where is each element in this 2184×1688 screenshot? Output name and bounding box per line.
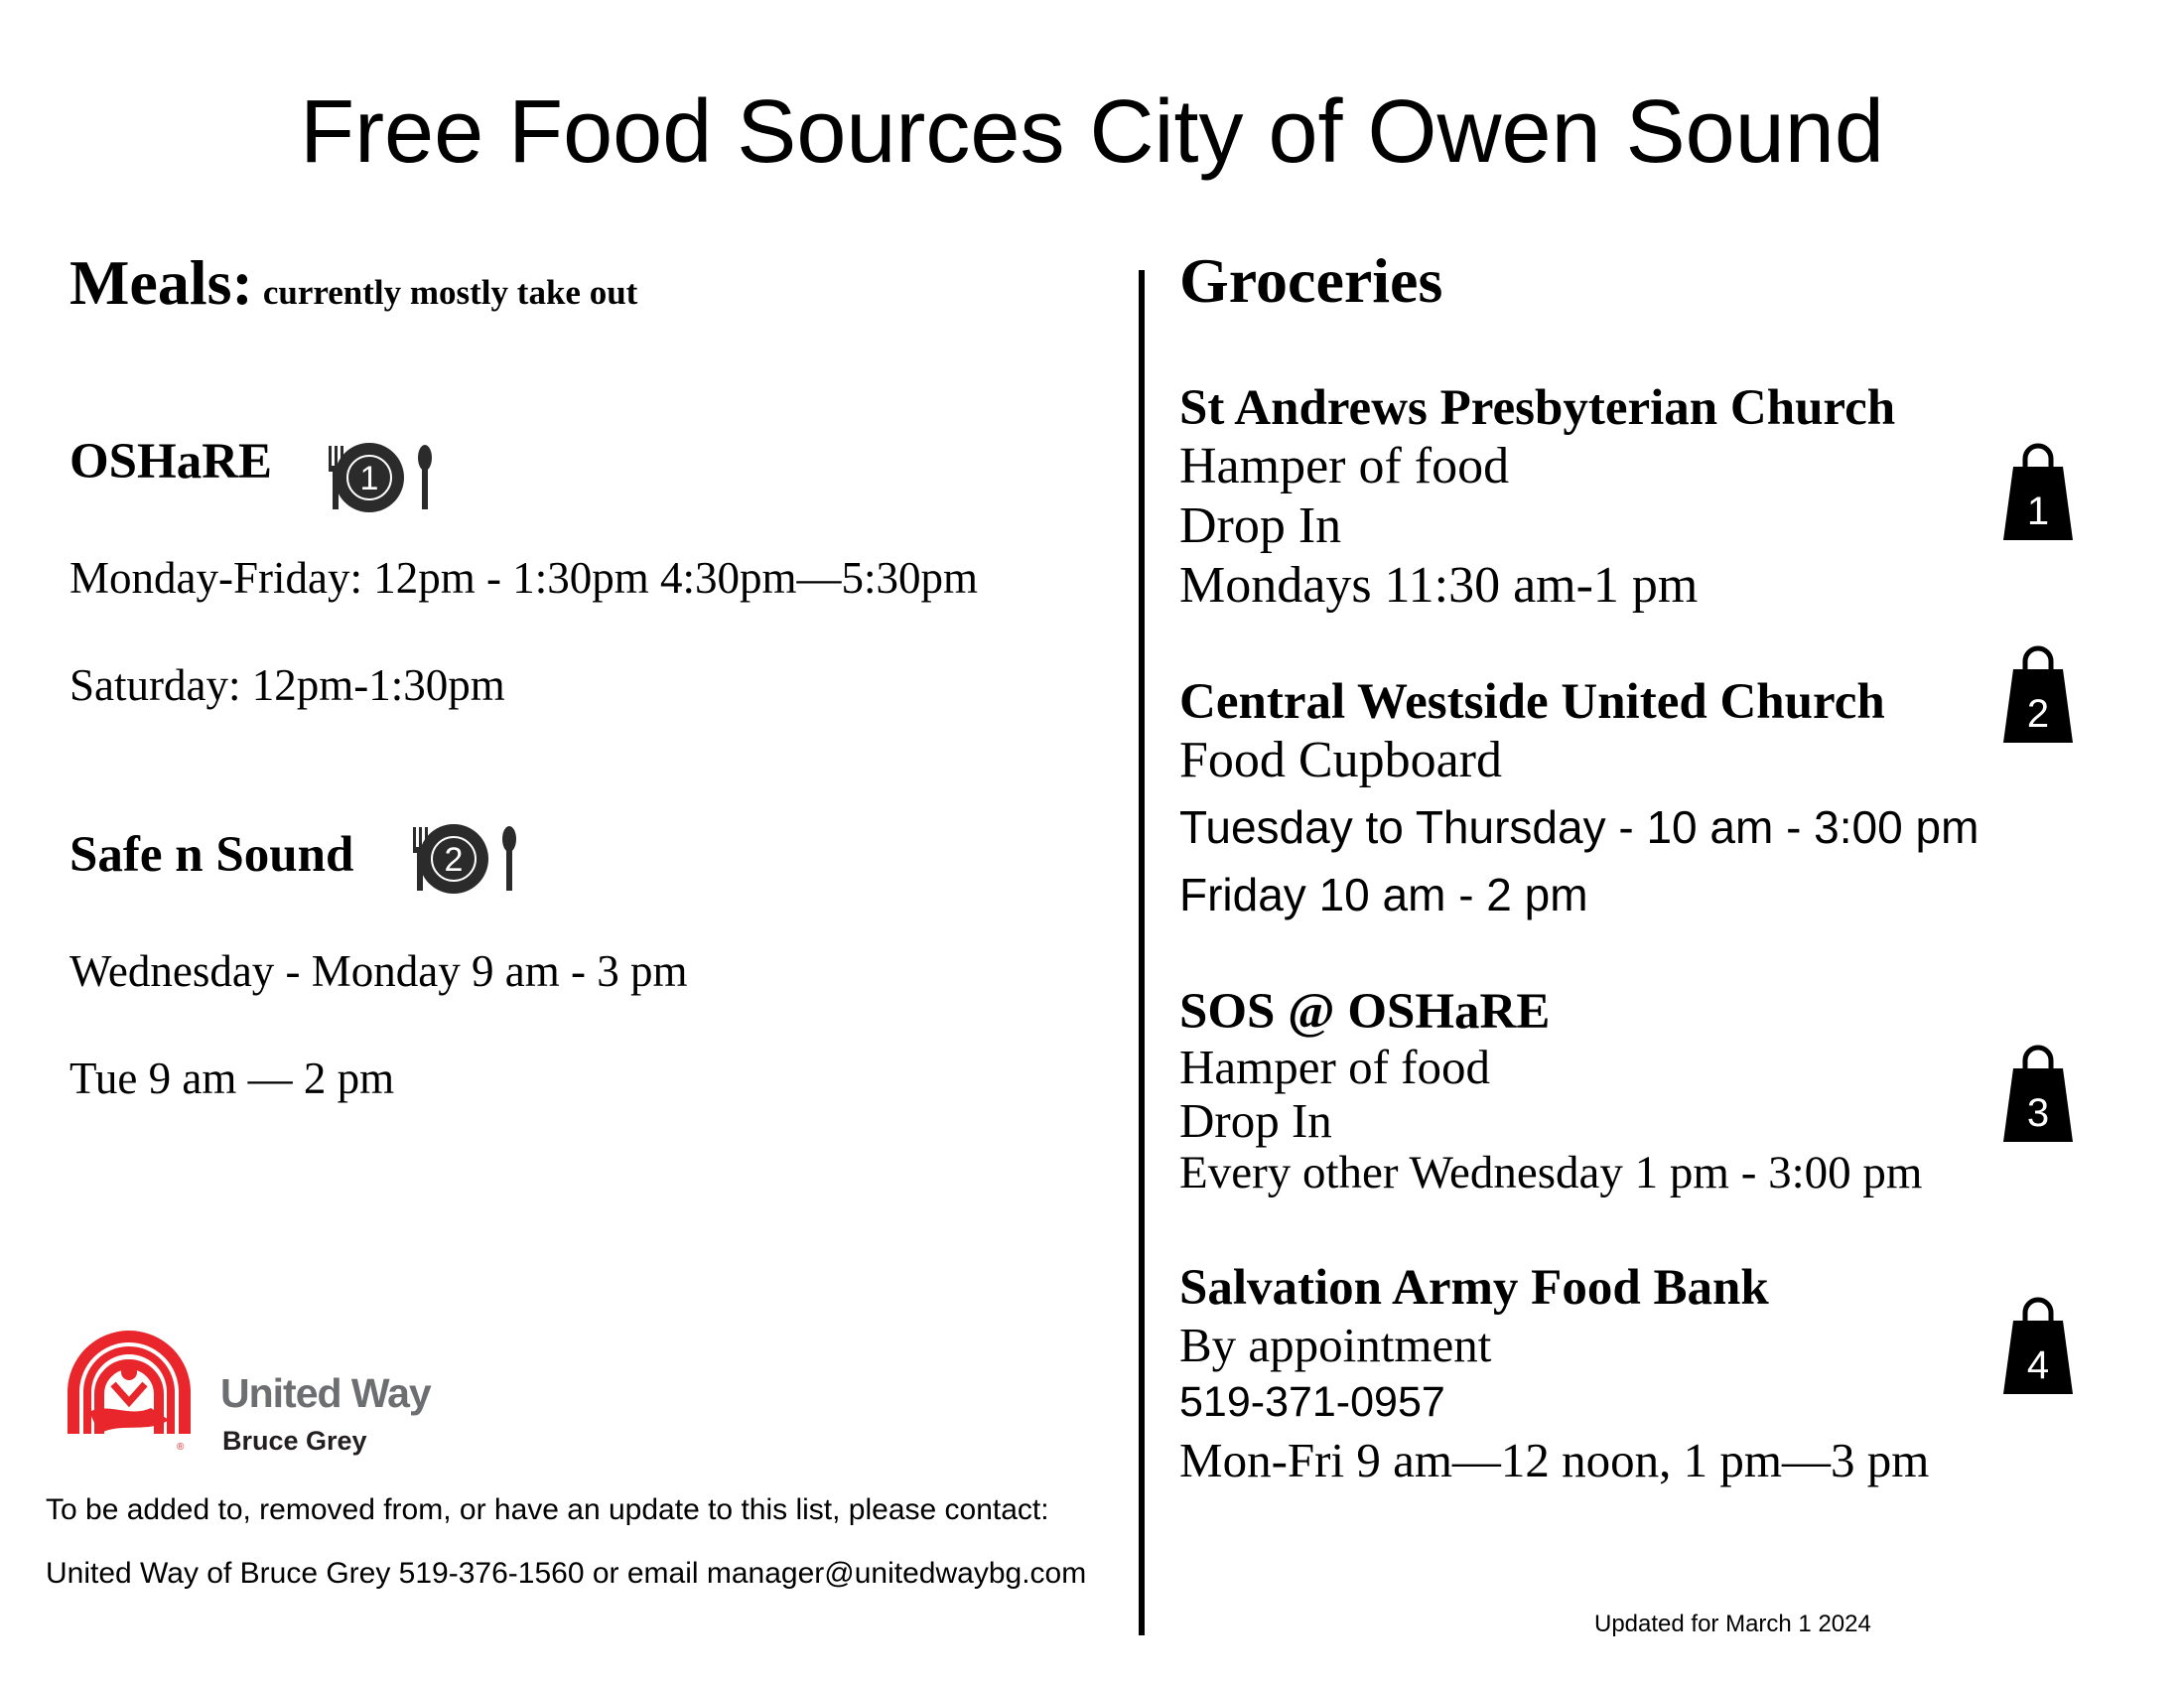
grocery-name-central-westside: Central Westside United Church [1179,674,1885,730]
meals-heading [69,246,637,320]
bag-icon-number: 1 [2026,490,2050,533]
bag-icon-number: 2 [2026,692,2050,736]
bag-icon-number: 4 [2026,1343,2050,1387]
bag-icon-number: 3 [2026,1091,2050,1135]
grocery-name-salvation-army: Salvation Army Food Bank [1179,1260,1769,1316]
meal-name-oshare: OSHaRE [69,434,273,490]
grocery-line: Food Cupboard [1179,732,1502,788]
grocery-line: Drop In [1179,497,1342,554]
grocery-line: Mondays 11:30 am-1 pm [1179,557,1699,614]
meals-heading-label: Meals: [69,247,253,318]
meal-name-safe-n-sound: Safe n Sound [69,827,354,883]
meals-subheading: currently mostly take out [262,273,638,312]
logo-name: United Way [220,1370,431,1416]
shopping-bag-icon [2003,1297,2073,1396]
shopping-bag-icon [2003,443,2073,542]
grocery-name-st-andrews: St Andrews Presbyterian Church [1179,380,1896,436]
grocery-line: Every other Wednesday 1 pm - 3:00 pm [1179,1147,1923,1198]
grocery-line: Friday 10 am - 2 pm [1179,869,1588,920]
plate-icon-number: 1 [359,460,379,497]
logo-region: Bruce Grey [222,1426,367,1456]
shopping-bag-icon [2003,645,2073,745]
plate-icon-number: 2 [444,841,464,879]
updated-date: Updated for March 1 2024 [1594,1611,1871,1637]
grocery-line: Mon-Fri 9 am—12 noon, 1 pm—3 pm [1179,1433,1930,1487]
grocery-line: Tuesday to Thursday - 10 am - 3:00 pm [1179,801,1979,853]
schedule-line: Wednesday - Monday 9 am - 3 pm [69,946,688,996]
contact-note: To be added to, removed from, or have an update to this list, please contact: [46,1493,1049,1526]
grocery-name-sos-oshare: SOS @ OSHaRE [1179,984,1551,1040]
united-way-logo-icon [60,1323,199,1452]
grocery-line: By appointment [1179,1318,1492,1372]
schedule-line: Monday-Friday: 12pm - 1:30pm 4:30pm—5:30pm [69,553,978,603]
grocery-line: Hamper of food [1179,1040,1490,1094]
plate-cutlery-icon [323,440,442,515]
grocery-phone: 519-371-0957 [1179,1378,1445,1426]
plate-cutlery-icon [407,821,526,897]
contact-details: United Way of Bruce Grey 519-376-1560 or email manager@unitedwaybg.com [46,1557,1087,1590]
groceries-heading: Groceries [1179,245,1443,316]
page-title: Free Food Sources City of Owen Sound [300,82,1884,182]
schedule-line: Tue 9 am — 2 pm [69,1054,395,1103]
grocery-line: Hamper of food [1179,438,1510,494]
grocery-line: Drop In [1179,1093,1332,1148]
registered-mark: ® [177,1442,185,1452]
column-divider [1139,270,1145,1635]
shopping-bag-icon [2003,1045,2073,1144]
schedule-line: Saturday: 12pm-1:30pm [69,660,505,710]
